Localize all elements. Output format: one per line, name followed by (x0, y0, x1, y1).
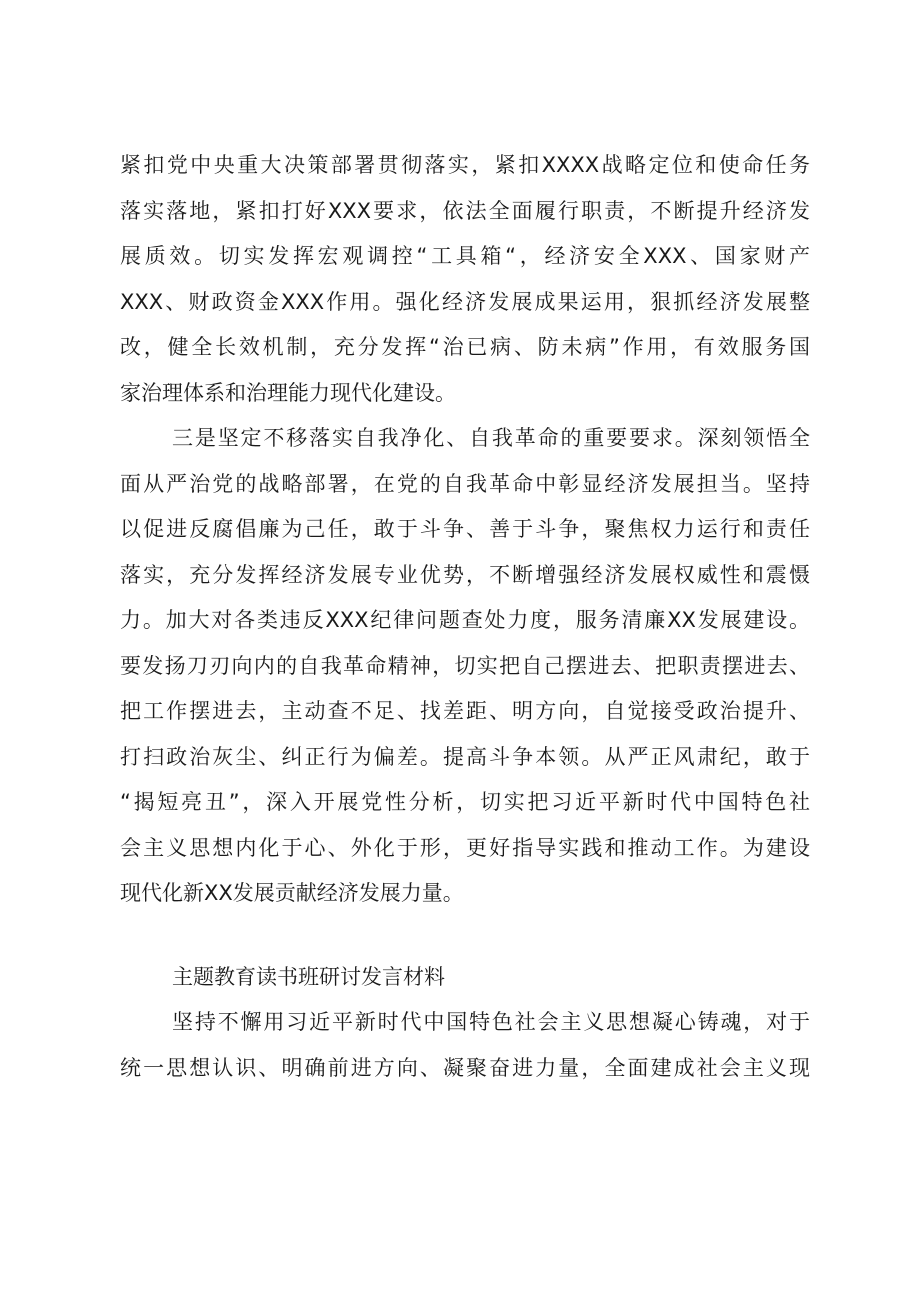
paragraph-line: 要发扬刀刃向内的自我革命精神，切实把自己摆进去、把职责摆进去、 (120, 653, 810, 678)
paragraph-line: 以促进反腐倡廉为己任，敢于斗争、善于斗争，聚焦权力运行和责任 (120, 517, 810, 541)
paragraph-line: 紧扣党中央重大决策部署贯彻落实，紧扣XXXX战略定位和使命任务 (120, 153, 810, 177)
section-title: 主题教育读书班研讨发言材料 (172, 964, 445, 989)
paragraph-1 (120, 143, 810, 416)
paragraph-line: 落实，充分发挥经济发展专业优势，不断增强经济发展权威性和震慑 (120, 562, 810, 587)
paragraph-line: 力。加大对各类违反XXX纪律问题查处力度，服务清廉XX发展建设。 (120, 608, 810, 632)
paragraph-line: 统一思想认识、明确前进方向、凝聚奋进力量，全面建成社会主义现 (120, 1055, 810, 1080)
paragraph-line: “揭短亮丑”，深入开展党性分析，切实把习近平新时代中国特色社 (120, 790, 810, 814)
paragraph-line: 展质效。切实发挥宏观调控“工具箱“，经济安全XXX、国家财产 (120, 244, 810, 268)
paragraph-line: 把工作摆进去，主动查不足、找差距、明方向，自觉接受政治提升、 (120, 699, 810, 723)
paragraph-2 (120, 416, 810, 917)
paragraph-line: 会主义思想内化于心、外化于形，更好指导实践和推动工作。为建设 (120, 835, 810, 860)
paragraph-line: 坚持不懈用习近平新时代中国特色社会主义思想凝心铸魂，对于 (172, 1010, 810, 1034)
section-spacer (120, 917, 810, 955)
paragraph-line: XXX、财政资金XXX作用。强化经济发展成果运用，狠抓经济发展整 (120, 289, 810, 314)
paragraph-3 (120, 1000, 810, 1091)
paragraph-line: 落实落地，紧扣打好XXX要求，依法全面履行职责，不断提升经济发 (120, 198, 810, 223)
paragraph-line: 现代化新XX发展贡献经济发展力量。 (120, 881, 464, 905)
document-body (120, 143, 810, 1091)
paragraph-line: 打扫政治灰尘、纠正行为偏差。提高斗争本领。从严正风肃纪，敢于 (120, 744, 810, 769)
paragraph-line: 面从严治党的战略部署，在党的自我革命中彰显经济发展担当。坚持 (120, 471, 810, 496)
paragraph-line: 改，健全长效机制，充分发挥“治已病、防未病”作用，有效服务国 (120, 335, 810, 359)
paragraph-line: 三是坚定不移落实自我净化、自我革命的重要要求。深刻领悟全 (172, 426, 810, 450)
paragraph-line: 家治理体系和治理能力现代化建设。 (120, 380, 456, 405)
